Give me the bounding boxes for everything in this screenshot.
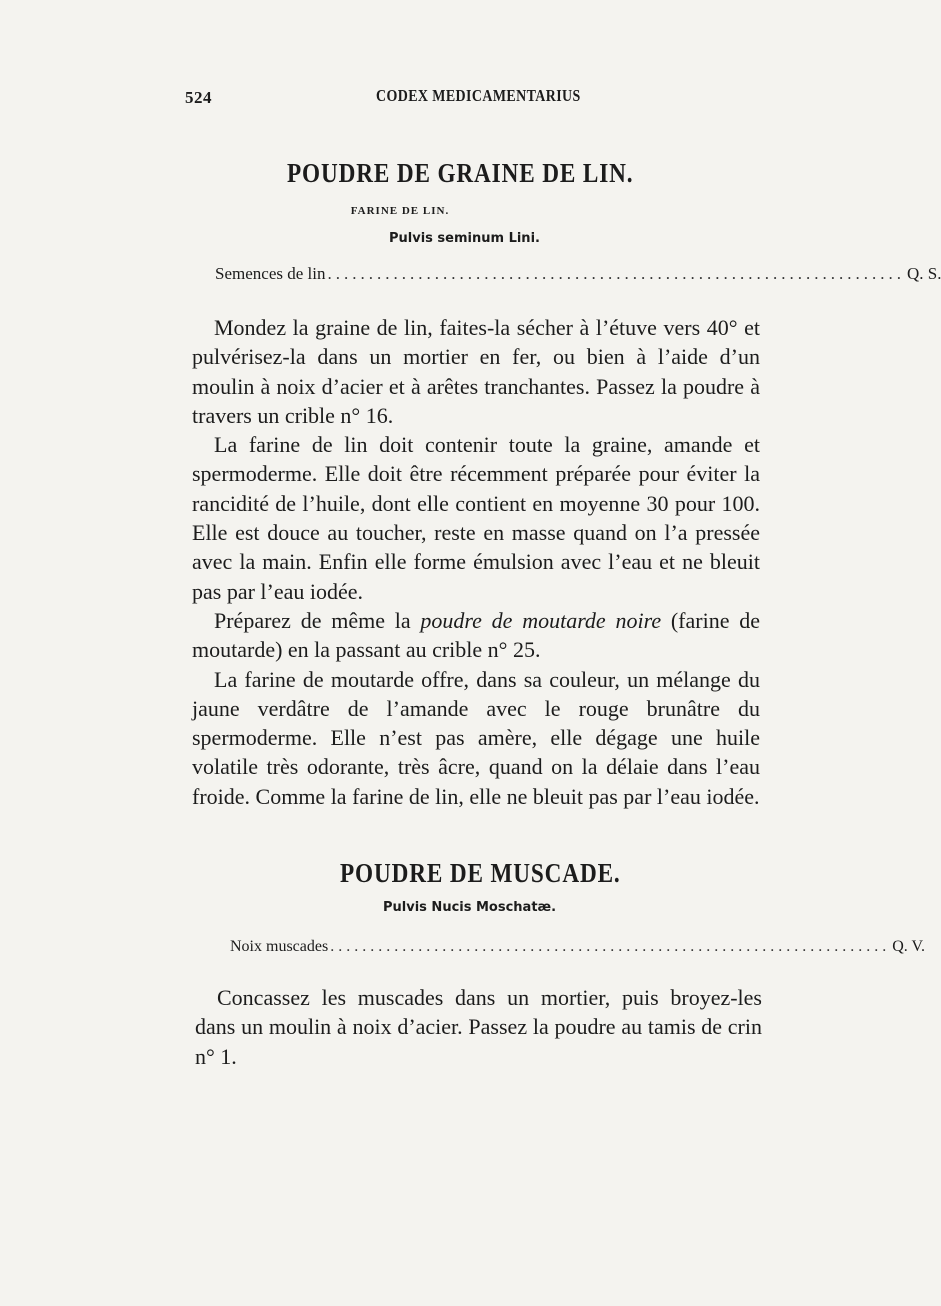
- paragraph-text: Préparez de même la: [214, 607, 421, 633]
- dot-leader: ......................................................................: [327, 264, 905, 283]
- paragraph: La farine de moutarde offre, dans sa couleur, un mélange du jaune verdâtre de l’amande avec le rouge brunâtre du spermoderme. Elle n’est pas amère, elle dégage une huile volatile très odorante, très âcre, quand on la délaie dans l’eau froide. Comme la farine de lin, elle ne bleuit pas par l’eau iodée.: [192, 666, 760, 809]
- body-text-lin: [192, 313, 760, 811]
- paragraph-text: (farine de moutarde) en la passant au crible n° 25.: [192, 607, 761, 663]
- ingredient-line-muscade: [230, 938, 925, 956]
- section-latin-name-muscade: Pulvis Nucis Moschatæ.: [383, 900, 557, 915]
- section-latin-name-lin: Pulvis seminum Lini.: [389, 231, 540, 246]
- ingredient-name: Noix muscades: [230, 938, 329, 955]
- italic-term: poudre de moutarde noire: [420, 607, 662, 633]
- dot-leader: ......................................................................: [330, 938, 891, 955]
- paragraph: Concassez les muscades dans un mortier, puis broyez-les dans un moulin à noix d’acier. Passez la poudre au tamis de crin n° 1.: [195, 985, 762, 1069]
- paragraph: [192, 606, 760, 665]
- page-number: 524: [185, 88, 212, 107]
- section-title-lin: POUDRE DE GRAINE DE LIN.: [287, 158, 634, 188]
- body-text-muscade: [195, 983, 762, 1071]
- ingredient-quantity: Q. S.: [906, 264, 941, 283]
- paragraph: Mondez la graine de lin, faites-la sécher à l’étuve vers 40° et pulvérisez-la dans un mortier en fer, ou bien à l’aide d’un moulin à noix d’acier et à arêtes tranchantes. Passez la poudre à travers un crible n° 16.: [192, 315, 760, 428]
- section-synonym-lin: FARINE DE LIN.: [350, 205, 450, 217]
- paragraph: La farine de lin doit contenir toute la graine, amande et spermoderme. Elle doit être récemment préparée pour éviter la rancidité de l’huile, dont elle contient en moyenne 30 pour 100. Elle est douce au toucher, reste en masse quand on l’a pressée avec la main. Enfin elle forme émulsion avec l’eau et ne bleuit pas par l’eau iodée.: [192, 432, 760, 604]
- section-title-muscade: POUDRE DE MUSCADE.: [340, 858, 621, 888]
- ingredient-name: Semences de lin: [215, 264, 326, 283]
- ingredient-line-lin: [215, 264, 941, 284]
- running-title: CODEX MEDICAMENTARIUS: [376, 86, 581, 105]
- ingredient-quantity: Q. V.: [892, 938, 925, 955]
